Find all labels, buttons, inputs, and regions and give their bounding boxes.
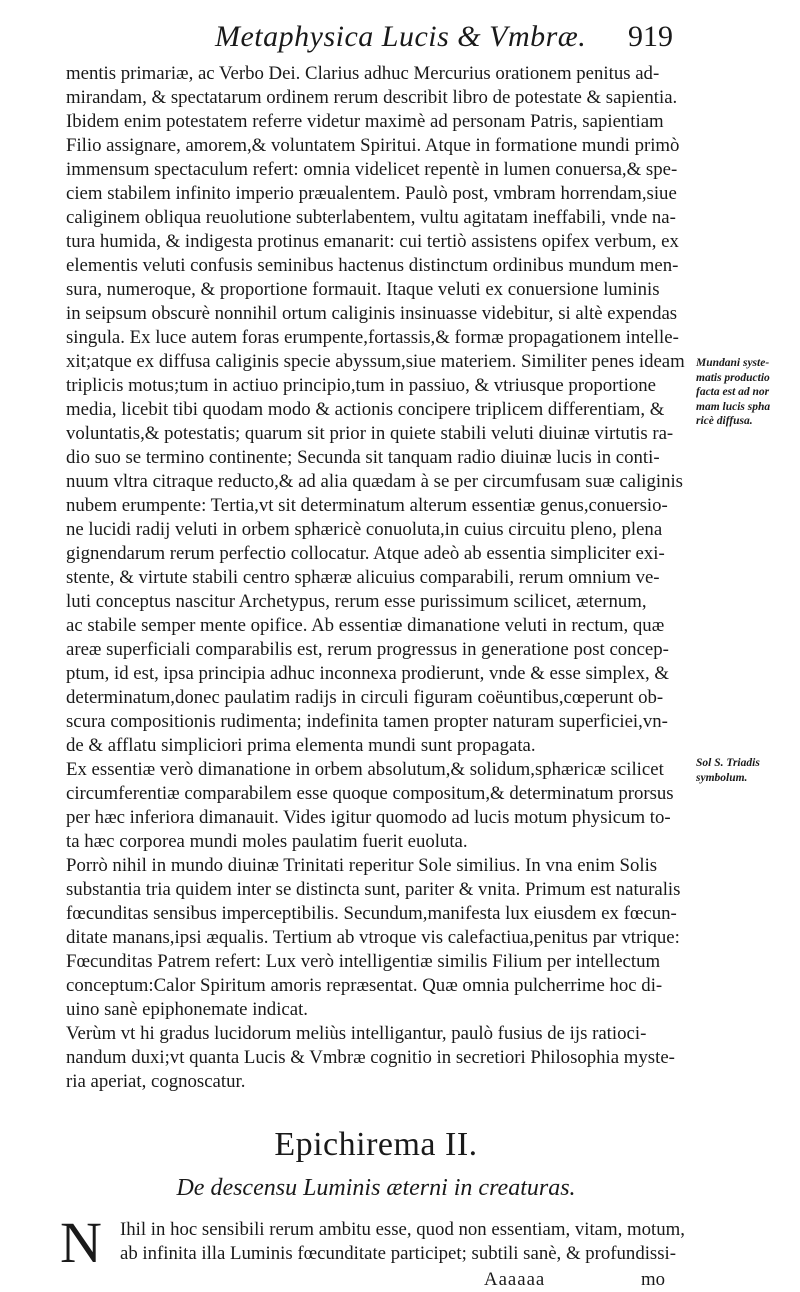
text-line: ta hæc corporea mundi moles paulatim fuerit euoluta. (66, 831, 468, 852)
text-line: sura, numeroque, & proportione formauit. Itaque veluti ex conuersione luminis (66, 279, 660, 300)
text-line: ac stabile semper mente opifice. Ab essentiæ dimanatione veluti in rectum, quæ (66, 615, 665, 636)
running-head (0, 20, 800, 60)
text-line: ne lucidi radij veluti in orbem sphæricè conuoluta,in cuius circuitu pleno, plena (66, 519, 663, 540)
text-line: de & afflatu simpliciori prima elementa mundi sunt propagata. (66, 735, 536, 756)
text-line: singula. Ex luce autem foras erumpente,fortassis,& formæ propagationem intelle- (66, 327, 679, 348)
text-line: gignendarum rerum perfectio collocatur. Atque adeò ab essentia simpliciter exi- (66, 543, 665, 564)
text-line: determinatum,donec paulatim radijs in circuli figuram coëuntibus,cœperunt ob- (66, 687, 664, 708)
section-heading: Epichirema II. (274, 1126, 478, 1163)
margin-note (696, 756, 796, 785)
catchword: mo (641, 1269, 665, 1290)
margin-note-line: matis productio (696, 371, 770, 384)
text-line: xit;atque ex diffusa caliginis specie abyssum,siue materiem. Similiter penes ideam (66, 351, 685, 372)
text-line: scura compositionis rudimenta; indefinita tamen propter naturam superficiei,vn- (66, 711, 668, 732)
main-text-block (60, 62, 686, 1292)
text-line: media, licebit tibi quodam modo & actionis concipere triplicem differentiam, & (66, 399, 665, 420)
text-line: substantia tria quidem inter se distincta sunt, pariter & vnita. Primum est naturalis (66, 879, 681, 900)
text-line: mentis primariæ, ac Verbo Dei. Clarius adhuc Mercurius orationem penitus ad- (66, 63, 660, 84)
text-line: caliginem obliqua reuolutione subterlabentem, vultu agitatam ineffabili, vnde na- (66, 207, 676, 228)
text-line: areæ superficiali comparabilis est, rerum progressus in generatione post concep- (66, 639, 669, 660)
text-line: nandum duxi;vt quanta Lucis & Vmbræ cognitio in secretiori Philosophia myste- (66, 1047, 675, 1068)
text-line: nubem erumpente: Tertia,vt sit determinatum alterum essentiæ genus,conuersio- (66, 495, 668, 516)
opening-paragraph (60, 1210, 686, 1275)
margin-note-line: Mundani syste- (696, 357, 770, 369)
signature-mark: Aaaaaa (484, 1269, 546, 1290)
margin-note (696, 356, 796, 429)
text-line: Porrò nihil in mundo diuinæ Trinitati reperitur Sole similius. In vna enim Solis (66, 855, 658, 876)
text-line: Fœcunditas Patrem refert: Lux verò intelligentiæ similis Filium per intellectum (66, 951, 661, 972)
text-line: immensum spectaculum refert: omnia videlicet repentè in lumen conuersa,& spe- (66, 159, 678, 180)
text-line: circumferentiæ comparabilem esse quoque compositum,& determinatum prorsus (66, 783, 674, 804)
text-line: luti conceptus nascitur Archetypus, rerum esse purissimum scilicet, æternum, (66, 591, 647, 612)
margin-note-line: ricè diffusa. (696, 415, 753, 427)
text-line: mirandam, & spectatarum ordinem rerum describit libro de potestate & sapientia. (66, 87, 678, 108)
text-line: tura humida, & indigesta protinus emanarit: cui tertiò assistens opifex verbum, ex (66, 231, 679, 252)
spacer (66, 1094, 686, 1118)
text-line: ptum, id est, ipsa principia adhuc inconnexa prodierunt, vnde & esse simplex, & (66, 663, 669, 684)
text-line: Filio assignare, amorem,& voluntatem Spiritui. Atque in formatione mundi primò (66, 135, 680, 156)
margin-note-line: Sol S. Triadis (696, 757, 760, 769)
page-number: 919 (628, 20, 673, 53)
text-line: in seipsum obscurè nonnihil ortum caliginis insinuasse videbitur, si altè expendas (66, 303, 678, 324)
margin-note-line: facta est ad nor (696, 386, 770, 398)
text-line: per hæc inferiora dimanauit. Vides igitur quomodo ad lucis motum physicum to- (66, 807, 671, 828)
text-line: stente, & virtute stabili centro sphæræ alicuius comparabili, rerum omnium ve- (66, 567, 660, 588)
margin-note-line: symbolum. (696, 771, 748, 784)
text-line: Verùm vt hi gradus lucidorum meliùs intelligantur, paulò fusius de ijs ratioci- (66, 1023, 647, 1044)
text-line: dio suo se termino continente; Secunda sit tanquam radio diuinæ lucis in conti- (66, 447, 660, 468)
text-line: ab infinita illa Luminis fœcunditate participet; subtili sanè, & profundissi- (120, 1243, 677, 1264)
text-line: ria aperiat, cognoscatur. (66, 1071, 246, 1092)
text-line: elementis veluti confusis seminibus hactenus distinctum ordinibus mundum men- (66, 255, 679, 276)
section-subheading: De descensu Luminis æterni in creaturas. (176, 1175, 576, 1201)
text-line: uino sanè epiphonemate indicat. (66, 999, 308, 1020)
margin-note-line: mam lucis spha (696, 400, 771, 413)
footer-row (66, 1268, 686, 1292)
text-line: fœcunditas sensibus imperceptibilis. Secundum,manifesta lux eiusdem ex fœcun- (66, 903, 677, 924)
text-line: conceptum:Calor Spiritum amoris repræsentat. Quæ omnia pulcherrime hoc di- (66, 975, 663, 996)
text-line: nuum vltra citraque reducto,& ad alia quædam à se per circumfusam suæ caliginis (66, 471, 683, 492)
text-line: Ex essentiæ verò dimanatione in orbem absolutum,& solidum,sphæricæ scilicet (66, 759, 664, 780)
text-line: Ibidem enim potestatem referre videtur maximè ad personam Patris, sapientiam (66, 111, 664, 132)
text-line: ditate manans,ipsi æqualis. Tertium ab vtroque vis calefactiua,penitus par vtrique: (66, 927, 680, 948)
running-title: Metaphysica Lucis & Vmbræ. (215, 20, 587, 53)
text-line: Ihil in hoc sensibili rerum ambitu esse, quod non essentiam, vitam, motum, (120, 1219, 685, 1240)
text-line: triplicis motus;tum in actiuo principio,tum in passiuo, & vtriusque proportione (66, 375, 656, 396)
text-line: voluntatis,& potestatis; quarum sit prior in quiete stabili veluti diuinæ virtutis ra- (66, 423, 674, 444)
text-line: ciem stabilem infinito imperio præualentem. Paulò post, vmbram horrendam,siue (66, 183, 677, 204)
drop-cap: N (60, 1210, 102, 1275)
